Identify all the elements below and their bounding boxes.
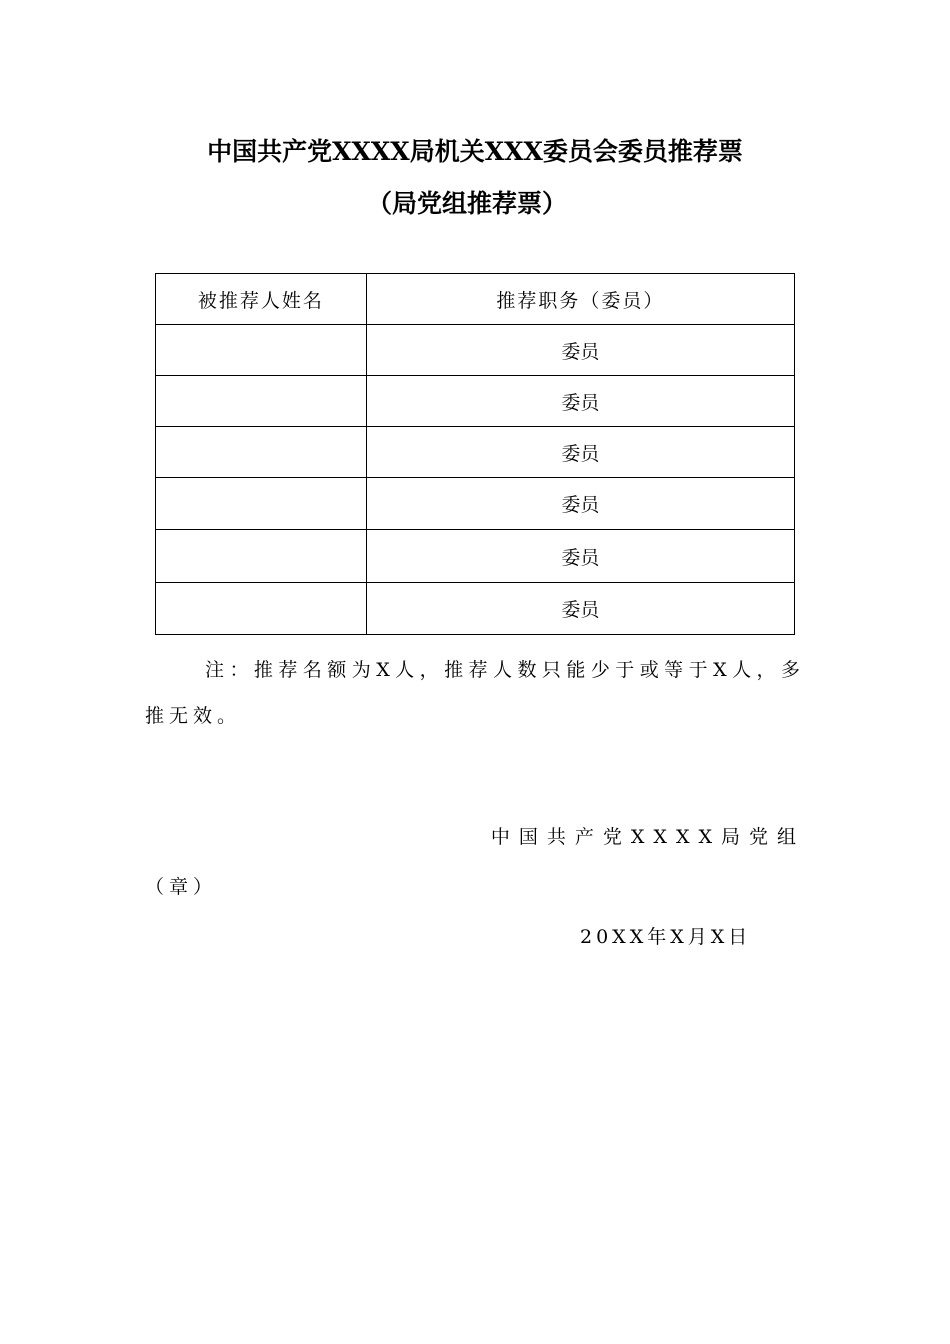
nominee-name-cell[interactable]	[156, 376, 367, 427]
position-cell: 委员	[366, 583, 794, 635]
position-cell: 委员	[366, 325, 794, 376]
header-recommended-position: 推荐职务（委员）	[366, 274, 794, 325]
recommendation-table	[155, 273, 795, 635]
issue-date: 20XX年X月X日	[580, 926, 752, 948]
ballot-note: 注：推荐名额为X人，推荐人数只能少于或等于X人，多推无效。	[145, 659, 805, 727]
table-row	[156, 478, 795, 530]
nominee-name-cell[interactable]	[156, 583, 367, 635]
table-header-row	[156, 274, 795, 325]
position-cell: 委员	[366, 530, 794, 583]
nominee-name-cell[interactable]	[156, 427, 367, 478]
table-row	[156, 325, 795, 376]
header-nominee-name: 被推荐人姓名	[156, 274, 367, 325]
nominee-name-cell[interactable]	[156, 478, 367, 530]
issuing-organization: 中国共产党XXXX局党组	[490, 826, 805, 848]
nominee-name-cell[interactable]	[156, 530, 367, 583]
table-row	[156, 530, 795, 583]
position-cell: 委员	[366, 478, 794, 530]
document-title: 中国共产党XXXX局机关XXX委员会委员推荐票	[207, 137, 743, 166]
table-row	[156, 376, 795, 427]
table-row	[156, 583, 795, 635]
seal-mark: （章）	[145, 876, 218, 898]
position-cell: 委员	[366, 427, 794, 478]
position-cell: 委员	[366, 376, 794, 427]
table-row	[156, 427, 795, 478]
nominee-name-cell[interactable]	[156, 325, 367, 376]
document-subtitle: （局党组推荐票）	[366, 189, 567, 218]
